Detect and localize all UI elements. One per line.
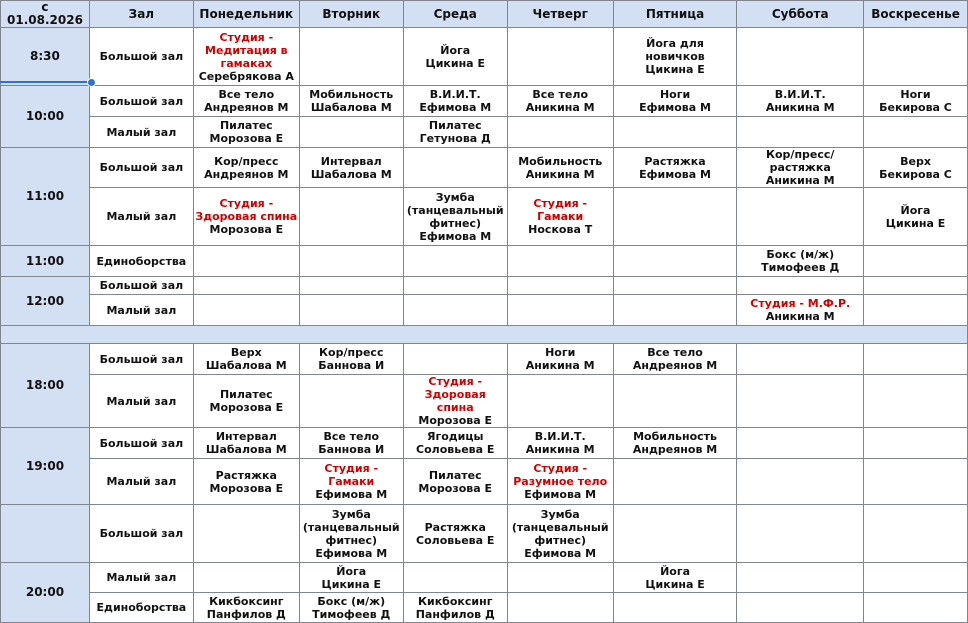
header-friday[interactable]: Пятница [613,1,737,28]
class-cell[interactable]: Растяжка Ефимова М [613,148,737,188]
class-cell[interactable] [403,148,507,188]
header-row [1,1,968,28]
room-cell[interactable]: Большой зал [89,277,193,295]
class-cell[interactable] [193,188,299,246]
class-cell[interactable] [507,188,613,246]
time-cell[interactable]: 8:30 [1,28,90,86]
class-cell[interactable]: Бокс (м/ж) Тимофеев Д [737,246,864,277]
class-cell[interactable] [299,117,403,148]
class-cell[interactable]: Интервал Шабалова М [299,148,403,188]
fill-handle[interactable] [87,78,96,87]
time-cell[interactable]: 18:00 [1,344,90,428]
class-cell[interactable]: Интервал Шабалова М [193,428,299,459]
class-cell[interactable] [507,117,613,148]
time-cell[interactable]: 20:00 [1,563,90,623]
header-monday[interactable]: Понедельник [193,1,299,28]
room-cell[interactable]: Малый зал [89,188,193,246]
class-cell[interactable] [403,295,507,326]
selection-border [0,81,92,83]
class-cell[interactable] [193,28,299,86]
room-cell[interactable]: Малый зал [89,375,193,428]
room-cell[interactable]: Большой зал [89,344,193,375]
class-cell[interactable]: Пилатес Гетунова Д [403,117,507,148]
room-cell[interactable]: Большой зал [89,148,193,188]
class-cell[interactable] [737,277,864,295]
class-cell[interactable] [403,375,507,428]
class-cell[interactable] [507,295,613,326]
room-cell[interactable]: Большой зал [89,505,193,563]
time-cell[interactable]: 11:00 [1,148,90,246]
class-cell[interactable] [507,563,613,593]
class-cell[interactable]: Йога Цикина Е [864,188,968,246]
studio-label: Студия - [219,197,274,210]
class-cell[interactable] [864,295,968,326]
class-cell[interactable] [613,188,737,246]
class-cell[interactable] [737,117,864,148]
class-cell[interactable] [403,344,507,375]
instructor-label: Морозова Е [418,414,493,427]
class-cell[interactable] [613,593,737,623]
header-date[interactable]: с 01.08.2026 [1,1,90,28]
room-cell[interactable]: Малый зал [89,563,193,593]
class-cell[interactable]: Пилатес Морозова Е [403,459,507,505]
studio-label: Студия - М.Ф.Р. [750,297,851,310]
class-cell[interactable]: Кор/пресс Баннова И [299,344,403,375]
class-cell[interactable] [737,295,864,326]
class-cell[interactable] [193,295,299,326]
class-cell[interactable]: Все тело Баннова И [299,428,403,459]
class-cell[interactable] [299,28,403,86]
class-cell[interactable]: Мобильность Шабалова М [299,86,403,117]
class-cell[interactable] [507,277,613,295]
class-cell[interactable]: Кикбоксинг Панфилов Д [403,593,507,623]
room-cell[interactable]: Малый зал [89,117,193,148]
instructor-label: Морозова Е [209,223,284,236]
class-cell[interactable]: Все тело Андреянов М [193,86,299,117]
class-cell[interactable]: Все тело Андреянов М [613,344,737,375]
class-cell[interactable] [737,188,864,246]
class-cell[interactable] [864,505,968,563]
header-tuesday[interactable]: Вторник [299,1,403,28]
class-cell[interactable]: Ноги Аникина М [507,344,613,375]
studio-label: Медитация в [205,43,288,57]
class-cell[interactable]: Мобильность Аникина М [507,148,613,188]
room-cell[interactable]: Большой зал [89,428,193,459]
class-cell[interactable] [864,246,968,277]
class-cell[interactable] [737,344,864,375]
class-cell[interactable]: Растяжка Морозова Е [193,459,299,505]
studio-label: Студия - [428,375,483,388]
class-cell[interactable] [864,28,968,86]
studio-label: Студия - Гамаки [324,462,379,488]
class-cell[interactable]: Йога для новичков Цикина Е [613,28,737,86]
class-cell[interactable] [507,375,613,428]
class-cell[interactable] [737,28,864,86]
instructor-label: Серебрякова А [198,69,294,83]
class-cell[interactable] [193,277,299,295]
class-cell[interactable] [299,246,403,277]
class-cell[interactable] [193,246,299,277]
class-cell[interactable] [193,563,299,593]
room-cell[interactable]: Единоборства [89,246,193,277]
class-cell[interactable] [864,375,968,428]
time-cell[interactable]: 11:00 [1,246,90,277]
class-cell[interactable] [613,277,737,295]
class-cell[interactable]: Кикбоксинг Панфилов Д [193,593,299,623]
class-cell[interactable] [299,188,403,246]
instructor-label: Аникина М [765,310,835,323]
class-cell[interactable] [737,375,864,428]
class-cell[interactable] [613,375,737,428]
header-wednesday[interactable]: Среда [403,1,507,28]
class-cell[interactable] [299,277,403,295]
class-cell[interactable] [403,563,507,593]
class-cell[interactable]: В.И.И.Т. Аникина М [737,86,864,117]
studio-label: Здоровая спина [195,210,298,223]
section-separator [1,326,968,344]
instructor-label: Ефимова М [524,488,597,501]
class-cell[interactable] [864,117,968,148]
class-cell[interactable] [507,593,613,623]
class-cell[interactable] [299,459,403,505]
class-cell[interactable] [403,277,507,295]
header-thursday[interactable]: Четверг [507,1,613,28]
time-cell[interactable]: 10:00 [1,86,90,148]
class-cell[interactable]: Ноги Бекирова С [864,86,968,117]
class-cell[interactable]: Пилатес Морозова Е [193,375,299,428]
studio-label: Разумное тело [513,475,608,488]
class-cell[interactable]: Зумба (танцевальный фитнес) Ефимова М [299,505,403,563]
instructor-label: Ефимова М [315,488,388,501]
class-cell[interactable] [737,428,864,459]
class-cell[interactable] [864,593,968,623]
class-cell[interactable]: Ягодицы Соловьева Е [403,428,507,459]
class-cell[interactable] [613,505,737,563]
class-cell[interactable] [403,246,507,277]
class-cell[interactable]: Бокс (м/ж) Тимофеев Д [299,593,403,623]
studio-label: Студия - [533,462,588,475]
header-saturday[interactable]: Суббота [737,1,864,28]
class-cell[interactable]: Мобильность Андреянов М [613,428,737,459]
class-cell[interactable]: Йога Цикина Е [299,563,403,593]
room-cell[interactable]: Малый зал [89,459,193,505]
class-cell[interactable]: Верх Шабалова М [193,344,299,375]
class-cell[interactable]: Йога Цикина Е [403,28,507,86]
class-cell[interactable] [613,295,737,326]
time-cell[interactable]: 12:00 [1,277,90,326]
studio-label: гамаках [220,56,273,70]
class-cell[interactable] [507,459,613,505]
time-cell[interactable]: 19:00 [1,428,90,505]
class-cell[interactable]: Ноги Ефимова М [613,86,737,117]
class-cell[interactable]: Пилатес Морозова Е [193,117,299,148]
class-cell[interactable] [737,459,864,505]
class-cell[interactable]: Верх Бекирова С [864,148,968,188]
header-sunday[interactable]: Воскресенье [864,1,968,28]
time-cell[interactable] [1,505,90,563]
studio-label: Здоровая спина [424,388,486,414]
header-room[interactable]: Зал [89,1,193,28]
class-cell[interactable] [613,246,737,277]
class-cell[interactable]: Кор/пресс/растяжка Аникина М [737,148,864,188]
studio-label: Студия - Гамаки [533,197,588,223]
class-cell[interactable]: Зумба (танцевальный фитнес) Ефимова М [403,188,507,246]
class-cell[interactable] [507,28,613,86]
class-cell[interactable] [193,505,299,563]
class-cell[interactable] [299,295,403,326]
class-cell[interactable] [507,246,613,277]
room-cell[interactable]: Большой зал [89,28,193,86]
class-cell[interactable]: Кор/пресс Андреянов М [193,148,299,188]
class-cell[interactable] [737,505,864,563]
class-cell[interactable] [864,459,968,505]
class-cell[interactable] [864,277,968,295]
class-cell[interactable] [613,117,737,148]
class-cell[interactable] [864,428,968,459]
class-cell[interactable]: Растяжка Соловьева Е [403,505,507,563]
class-cell[interactable]: В.И.И.Т. Аникина М [507,428,613,459]
room-cell[interactable]: Большой зал [89,86,193,117]
studio-label: Студия - [219,30,274,44]
class-cell[interactable]: Все тело Аникина М [507,86,613,117]
room-cell[interactable]: Единоборства [89,593,193,623]
class-cell[interactable] [864,563,968,593]
room-cell[interactable]: Малый зал [89,295,193,326]
class-cell[interactable] [737,563,864,593]
class-cell[interactable]: Йога Цикина Е [613,563,737,593]
class-cell[interactable] [613,459,737,505]
class-cell[interactable] [864,344,968,375]
instructor-label: Носкова Т [528,223,593,236]
class-cell[interactable]: Зумба (танцевальный фитнес) Ефимова М [507,505,613,563]
class-cell[interactable] [737,593,864,623]
class-cell[interactable]: В.И.И.Т. Ефимова М [403,86,507,117]
class-cell[interactable] [299,375,403,428]
